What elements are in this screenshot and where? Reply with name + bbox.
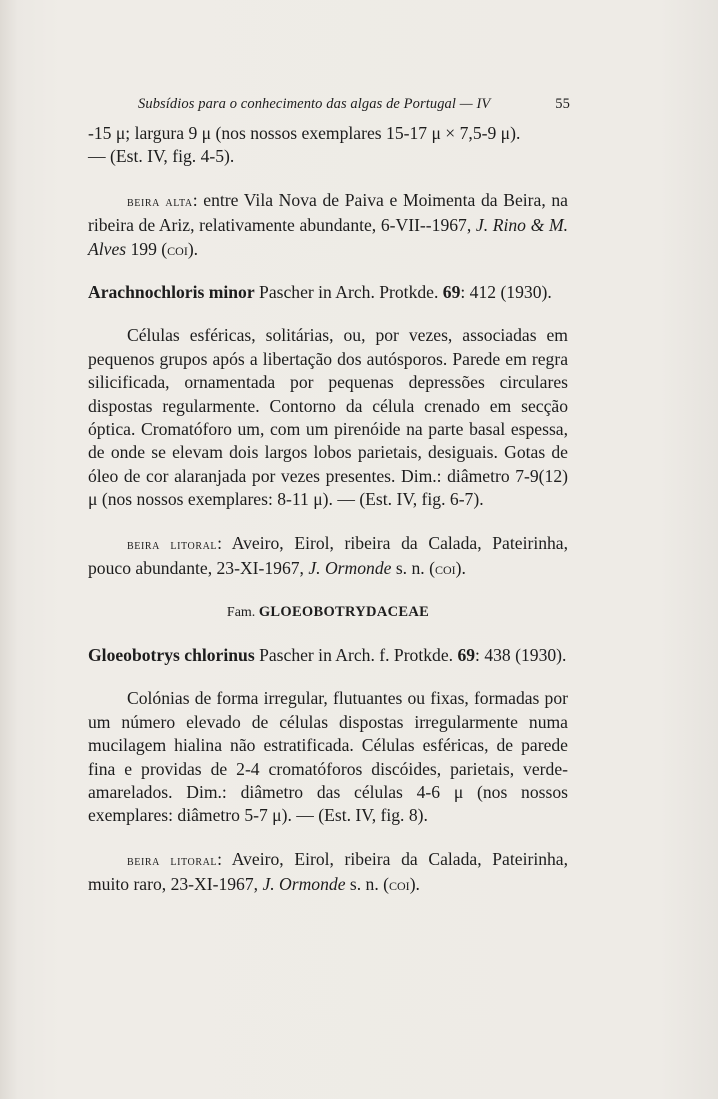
- species-citation-end: : 438 (1930).: [475, 644, 567, 665]
- species-heading: [88, 644, 568, 667]
- record-text: : entre Vila Nova de Paiva e Moimenta da Beira, na ribeira de Ariz, relativamente abundante, 6-VII--1967,: [88, 189, 568, 236]
- collection-record: [88, 189, 568, 261]
- herbarium-code: coi: [434, 558, 456, 579]
- body-text: [88, 122, 568, 897]
- continuation-line-2: — (Est. IV, fig. 4-5).: [88, 146, 235, 167]
- collector-name: J. Ormonde: [262, 874, 346, 895]
- species-heading: [88, 281, 568, 304]
- continuation-line-1: -15 μ; largura 9 μ (nos nossos exemplares 15-17 μ × 7,5-9 μ).: [88, 123, 521, 143]
- record-number: s. n. (: [391, 558, 435, 579]
- family-prefix: Fam.: [226, 604, 256, 620]
- species-volume: 69: [457, 644, 476, 665]
- herbarium-code: coi: [389, 874, 410, 895]
- record-end: ).: [455, 558, 466, 579]
- species-citation: Pascher in Arch. f. Protkde.: [254, 644, 458, 665]
- species-citation-end: : 412 (1930).: [460, 282, 552, 303]
- species-name: Gloeobotrys chlorinus: [88, 644, 255, 665]
- continuation-paragraph: [88, 122, 568, 169]
- collection-record: [88, 532, 568, 581]
- family-heading: [88, 601, 568, 624]
- species-citation: Pascher in Arch. Protkde.: [254, 282, 443, 303]
- record-end: ).: [409, 874, 420, 895]
- record-end: ).: [187, 238, 199, 259]
- family-name: GLOEOBOTRYDACEAE: [258, 603, 430, 620]
- region-label: beira litoral: [127, 537, 218, 553]
- species-volume: 69: [442, 282, 461, 303]
- running-title: Subsídios para o conhecimento das algas de Portugal — IV: [138, 96, 491, 112]
- record-number: 199 (: [126, 238, 168, 259]
- species-description: Colónias de forma irregular, flutuantes ou fixas, formadas por um número elevado de células dispostas irregularmente numa mucilagem hialina não estratificada. Células esféricas, de parede fina e providas de 2-4 cromatóforos discóides, parietais, verde-amarelados. Dim.: diâmetro das células 4-6 μ (nos nossos exemplares: diâmetro 5-7 μ). — (Est. IV, fig. 8).: [88, 688, 568, 826]
- collector-name: J. Ormonde: [308, 558, 392, 579]
- record-text: : Aveiro, Eirol, ribeira da Calada, Pateirinha, muito raro, 23-XI-1967,: [88, 848, 569, 895]
- region-label: beira alta: [127, 194, 193, 210]
- species-description: Células esféricas, solitárias, ou, por vezes, associadas em pequenos grupos após a libertação dos autósporos. Parede em regra silicificada, ornamentada por pequenas depressões circulares dispostas regularmente. Contorno da célula crenado em secção óptica. Cromatóforo um, com um pirenóide na parte basal espessa, de onde se elevam dois largos lobos parietais, desiguais. Gotas de óleo de cor alaranjada por vezes presentes. Dim.: diâmetro 7-9(12) μ (nos nossos exemplares: 8-11 μ). — (Est. IV, fig. 6-7).: [88, 325, 568, 510]
- page-number: 55: [555, 96, 570, 112]
- collector-name: J. Rino & M. Alves: [88, 215, 568, 259]
- herbarium-code: coi: [167, 238, 188, 259]
- species-name: Arachnochloris minor: [88, 282, 255, 303]
- region-label: beira litoral: [127, 853, 218, 869]
- collection-record: [88, 848, 568, 897]
- record-text: : Aveiro, Eirol, ribeira da Calada, Pateirinha, pouco abundante, 23-XI-1967,: [88, 532, 569, 579]
- record-number: s. n. (: [345, 874, 390, 895]
